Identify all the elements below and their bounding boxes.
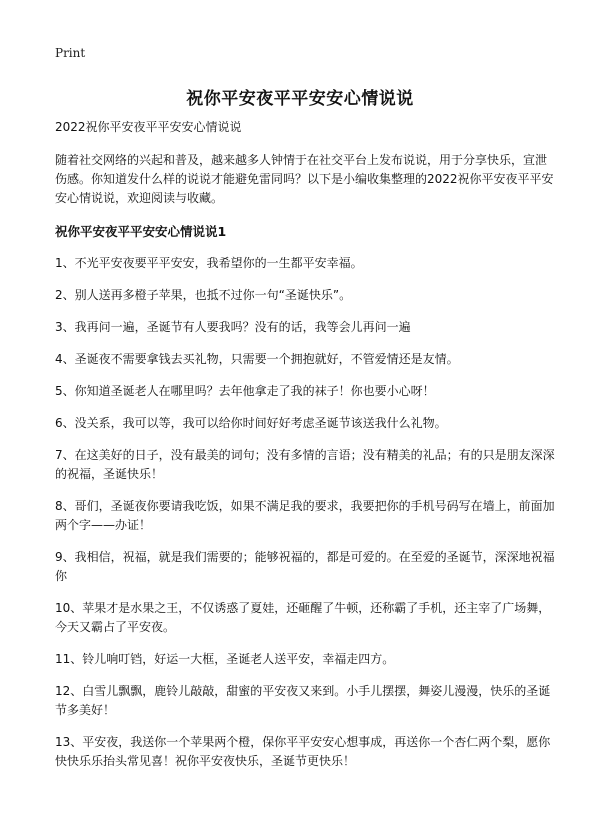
list-item: 10、苹果才是水果之王，不仅诱惑了夏娃，还砸醒了牛顿，还称霸了手机，还主宰了广场舞，今天又霸占了平安夜。 [55, 601, 551, 634]
list-item: 4、圣诞夜不需要拿钱去买礼物，只需要一个拥抱就好，不管爱情还是友情。 [55, 352, 459, 366]
list-item: 2、别人送再多橙子苹果，也抵不过你一句“圣诞快乐”。 [55, 288, 352, 302]
list-item: 13、平安夜，我送你一个苹果两个橙，保你平平安安心想事成，再送你一个杏仁两个梨，愿你快快乐乐抬头常见喜！祝你平安夜快乐，圣诞节更快乐！ [55, 735, 551, 768]
list-item: 7、在这美好的日子，没有最美的词句；没有多情的言语；没有精美的礼品；有的只是朋友深深的祝福，圣诞快乐！ [55, 448, 555, 481]
list-item: 8、哥们，圣诞夜你要请我吃饭，如果不满足我的要求，我要把你的手机号码写在墙上，前面加两个字——办证！ [55, 499, 555, 532]
list-item: 1、不光平安夜要平平安安，我希望你的一生都平安幸福。 [55, 256, 363, 270]
page-title: 祝你平安夜平平安安心情说说 [186, 89, 414, 109]
intro-paragraph: 随着社交网络的兴起和普及，越来越多人钟情于在社交平台上发布说说，用于分享快乐，宣泄伤感。你知道发什么样的说说才能避免雷同吗？以下是小编收集整理的2022祝你平安夜平平安安心情说说，欢迎阅读与收藏。 [55, 153, 554, 205]
list-item: 3、我再问一遍，圣诞节有人要我吗？没有的话，我等会儿再问一遍 [55, 320, 411, 334]
list-item: 6、没关系，我可以等，我可以给你时间好好考虑圣诞节该送我什么礼物。 [55, 416, 447, 430]
list-item: 12、白雪儿飘飘，鹿铃儿敲敲，甜蜜的平安夜又来到。小手儿摆摆，舞姿儿漫漫，快乐的圣诞节多美好！ [55, 684, 551, 717]
section-heading: 祝你平安夜平平安安心情说说1 [55, 224, 227, 239]
article-body [55, 118, 555, 784]
list-item: 9、我相信，祝福，就是我们需要的；能够祝福的，都是可爱的。在至爱的圣诞节，深深地祝福你 [55, 550, 555, 583]
article-subtitle: 2022祝你平安夜平平安安心情说说 [55, 120, 242, 134]
print-link[interactable]: Print [55, 46, 86, 60]
list-item: 5、你知道圣诞老人在哪里吗？去年他拿走了我的袜子！你也要小心呀！ [55, 384, 435, 398]
list-item: 11、铃儿响叮铛，好运一大框，圣诞老人送平安，幸福走四方。 [55, 652, 395, 666]
